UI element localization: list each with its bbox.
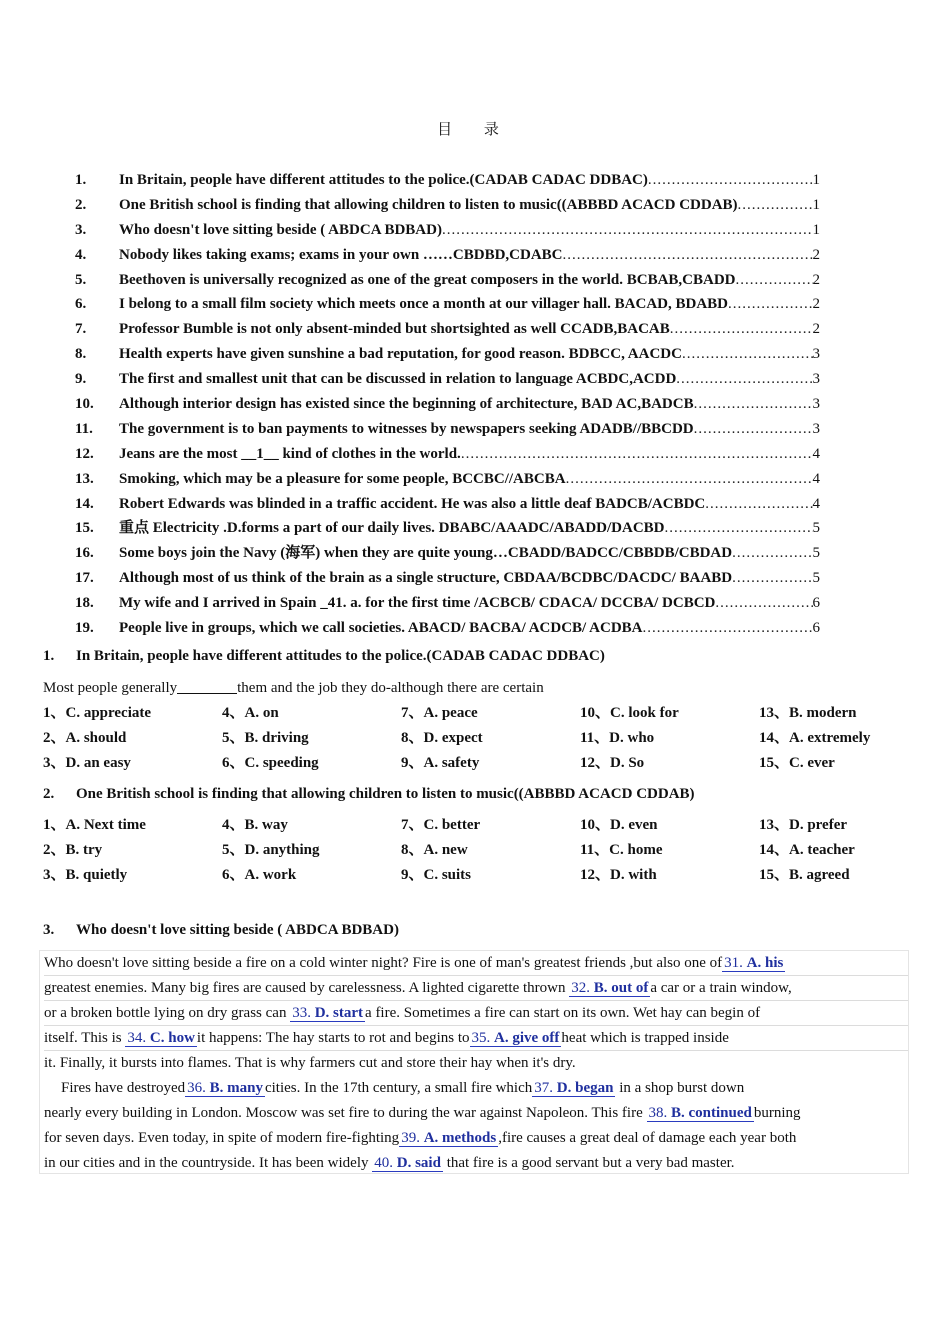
passage-line [44, 1076, 908, 1100]
answer-number: 32. [571, 980, 594, 996]
passage-line [44, 1126, 908, 1150]
toc-entry[interactable] [75, 168, 820, 193]
answer-item: 13、D. prefer [759, 817, 848, 833]
answer-value: A. his [746, 955, 784, 971]
toc-entry[interactable] [75, 317, 820, 342]
toc-leader-dots [738, 193, 813, 218]
toc-leader-dots [648, 168, 813, 193]
toc-leader-dots [442, 218, 813, 243]
toc-page-number: 4 [812, 470, 820, 487]
section-1-intro [43, 679, 544, 697]
toc-entry[interactable] [75, 417, 820, 442]
toc-page-number: 2 [812, 246, 820, 263]
section-1-answers [43, 701, 903, 776]
toc-leader-dots [732, 541, 812, 566]
section-number: 3. [43, 922, 55, 938]
answer-number: 34. [127, 1030, 150, 1046]
section-3-heading [43, 922, 399, 939]
toc-entry[interactable] [75, 616, 820, 641]
toc-page-number: 4 [812, 495, 820, 512]
toc-entry-number: 14. [75, 495, 94, 512]
toc-page-number: 3 [812, 371, 820, 388]
toc-entry-number: 3. [75, 221, 87, 238]
toc-page-number: 3 [812, 346, 820, 363]
answer-item: 15、B. agreed [759, 866, 850, 883]
toc-page-number: 3 [812, 396, 820, 413]
section-number: 1. [43, 648, 55, 664]
section-title: Who doesn't love sitting beside ( ABDCA BDBAD) [76, 922, 399, 938]
answer-item: 14、A. extremely [759, 729, 871, 746]
answer-value: B. out of [593, 980, 649, 996]
answer-39 [399, 1130, 498, 1147]
toc-leader-dots [642, 616, 812, 641]
toc-entry[interactable] [75, 268, 820, 293]
answer-row [43, 813, 903, 838]
toc-entry-title: Although interior design has existed since the beginning of architecture, BAD AC,BADCB [119, 396, 694, 413]
passage-text: that fire is a good servant but a very bad master. [442, 1155, 735, 1171]
answer-value: A. give off [494, 1030, 560, 1046]
toc-entry-title: Although most of us think of the brain as a single structure, CBDAA/BCDBC/DACDC/ BAABD [119, 570, 733, 587]
toc-entry-number: 12. [75, 445, 94, 462]
answer-item: 6、A. work [222, 866, 297, 883]
toc-entry-number: 2. [75, 196, 87, 213]
answer-31 [722, 955, 785, 972]
toc-entry[interactable] [75, 442, 820, 467]
passage-line [44, 1026, 908, 1051]
toc-entry[interactable] [75, 218, 820, 243]
answer-item: 8、D. expect [401, 729, 483, 746]
toc-entry-number: 18. [75, 595, 94, 612]
answer-value: D. said [396, 1155, 441, 1171]
answer-item: 3、B. quietly [43, 866, 128, 883]
section-number: 2. [43, 786, 55, 802]
answer-row [43, 701, 903, 726]
answer-item: 1、A. Next time [43, 817, 146, 833]
toc-page-number: 3 [812, 420, 820, 437]
table-of-contents [75, 168, 820, 641]
passage-text: a fire. Sometimes a fire can start on its own. Wet hay can begin of [365, 1005, 761, 1021]
answer-number: 36. [187, 1080, 210, 1096]
answer-item: 10、C. look for [580, 705, 679, 721]
toc-entry-title: Professor Bumble is not only absent-minded but shortsighted as well CCADB,BACAB [119, 321, 670, 338]
passage-text: Fires have destroyed [61, 1080, 186, 1096]
passage-text: it happens: The hay starts to rot and begins to [196, 1030, 470, 1046]
answer-row [43, 726, 903, 751]
answer-item: 3、D. an easy [43, 754, 131, 771]
answer-item: 11、D. who [580, 729, 655, 746]
toc-page-number: 1 [812, 221, 820, 238]
toc-entry-number: 9. [75, 371, 87, 388]
answer-item: 9、C. suits [401, 866, 472, 883]
toc-entry-number: 17. [75, 570, 94, 587]
toc-page-number: 5 [812, 520, 820, 537]
toc-entry-number: 8. [75, 346, 87, 363]
answer-item: 7、C. better [401, 817, 481, 833]
toc-entry-number: 4. [75, 246, 87, 263]
passage-text: burning [753, 1105, 801, 1121]
passage-text: itself. This is [44, 1030, 122, 1046]
toc-entry-number: 19. [75, 620, 94, 637]
answer-item: 4、A. on [222, 705, 279, 721]
passage-text: or a broken bottle lying on dry grass can [44, 1005, 287, 1021]
passage-text: heat which is trapped inside [561, 1030, 729, 1046]
toc-entry[interactable] [75, 591, 820, 616]
toc-entry[interactable] [75, 392, 820, 417]
answer-value: B. many [209, 1080, 263, 1096]
toc-page-number: 2 [812, 321, 820, 338]
answer-number: 35. [471, 1030, 495, 1046]
answer-row [43, 751, 903, 776]
toc-entry-title: 重点 Electricity .D.forms a part of our daily lives. DBABC/AAADC/ABADD/DACBD [119, 520, 665, 537]
toc-page-number: 1 [812, 172, 820, 188]
answer-number: 33. [292, 1005, 315, 1021]
answer-number: 37. [534, 1080, 557, 1096]
toc-leader-dots [676, 367, 812, 392]
passage-line [44, 976, 908, 1001]
toc-entry-number: 11. [75, 420, 93, 437]
toc-entry[interactable] [75, 492, 820, 517]
toc-entry-title: Beethoven is universally recognized as one of the great composers in the world. BCBAB,CBADD [119, 271, 736, 288]
answer-item: 12、D. So [580, 754, 645, 771]
toc-entry[interactable] [75, 367, 820, 392]
passage-text: in our cities and in the countryside. It has been widely [44, 1155, 369, 1171]
answer-item: 15、C. ever [759, 754, 835, 771]
toc-leader-dots [736, 268, 813, 293]
toc-leader-dots [670, 317, 813, 342]
passage-line [44, 1001, 908, 1026]
intro-text: Most people generally [43, 680, 178, 696]
answer-item: 5、D. anything [222, 841, 320, 858]
answer-item: 11、C. home [580, 841, 663, 858]
answer-item: 13、B. modern [759, 705, 857, 721]
toc-leader-dots [694, 417, 813, 442]
intro-text: them and the job they do-although there are certain [237, 680, 544, 696]
toc-page-number: 5 [812, 545, 820, 562]
answer-33 [290, 1005, 365, 1022]
toc-entry-title: Health experts have given sunshine a bad reputation, for good reason. BDBCC, AACDC [119, 346, 682, 363]
toc-leader-dots [705, 492, 812, 517]
answer-35 [470, 1030, 562, 1047]
answer-row [43, 838, 903, 863]
toc-entry[interactable] [75, 193, 820, 218]
toc-entry-number: 15. [75, 520, 94, 537]
toc-page-number: 6 [812, 595, 820, 612]
answer-36 [185, 1080, 265, 1097]
toc-entry-title: Who doesn't love sitting beside ( ABDCA BDBAD) [119, 221, 442, 238]
toc-entry-title: One British school is finding that allowing children to listen to music((ABBBD ACACD CDDAB) [119, 196, 738, 213]
answer-value: C. how [149, 1030, 195, 1046]
toc-entry-number: 1. [75, 172, 87, 188]
passage-line [44, 1051, 908, 1075]
passage-line [44, 1151, 908, 1175]
answer-38 [647, 1105, 754, 1122]
toc-entry-title: My wife and I arrived in Spain _41. a. for the first time /ACBCB/ CDACA/ DCCBA/ DCBCD [119, 595, 716, 612]
answer-item: 10、D. even [580, 817, 658, 833]
answer-number: 38. [648, 1105, 671, 1121]
passage-line [44, 951, 908, 976]
toc-entry-number: 16. [75, 545, 94, 562]
toc-entry-title: Nobody likes taking exams; exams in your own ……CBDBD,CDABC [119, 246, 563, 263]
section-1-heading [43, 648, 605, 665]
toc-leader-dots [694, 392, 813, 417]
toc-entry-number: 10. [75, 396, 94, 413]
toc-entry-number: 6. [75, 296, 87, 313]
answer-number: 31. [724, 955, 747, 971]
passage-text: a car or a train window, [650, 980, 792, 996]
passage-text: greatest enemies. Many big fires are caused by carelessness. A lighted cigarette thrown [44, 980, 566, 996]
answer-number: 39. [401, 1130, 424, 1146]
answer-value: A. methods [423, 1130, 497, 1146]
section-2-heading [43, 786, 695, 803]
passage-text: for seven days. Even today, in spite of modern fire-fighting [44, 1130, 400, 1146]
toc-entry-title: The government is to ban payments to witnesses by newspapers seeking ADADB//BBCDD [119, 420, 694, 437]
answer-item: 6、C. speeding [222, 754, 319, 771]
toc-entry-title: The first and smallest unit that can be discussed in relation to language ACBDC,ACDD [119, 371, 677, 388]
answer-value: D. began [556, 1080, 614, 1096]
answer-34 [125, 1030, 197, 1047]
toc-entry[interactable] [75, 243, 820, 268]
toc-leader-dots [566, 467, 813, 492]
toc-entry-title: In Britain, people have different attitudes to the police.(CADAB CADAC DDBAC) [119, 172, 648, 188]
cloze-passage [39, 950, 909, 1174]
answer-32 [569, 980, 650, 997]
answer-item: 12、D. with [580, 866, 657, 883]
answer-item: 2、B. try [43, 841, 103, 858]
answer-item: 2、A. should [43, 729, 127, 746]
toc-entry-number: 5. [75, 271, 87, 288]
section-2-answers [43, 813, 903, 888]
answer-item: 4、B. way [222, 817, 288, 833]
fill-blank [177, 679, 237, 694]
toc-entry-number: 13. [75, 470, 94, 487]
answer-item: 5、B. driving [222, 729, 309, 746]
passage-text: ,fire causes a great deal of damage each year both [498, 1130, 797, 1146]
toc-entry[interactable] [75, 566, 820, 591]
passage-text: nearly every building in London. Moscow was set fire to during the war against Napoleon. This fire [44, 1105, 643, 1121]
toc-entry[interactable] [75, 541, 820, 566]
toc-leader-dots [715, 591, 812, 616]
section-title: One British school is finding that allowing children to listen to music((ABBBD ACACD CDDAB) [76, 786, 695, 802]
toc-title: 目 录 [437, 122, 513, 138]
toc-entry[interactable] [75, 292, 820, 317]
toc-entry-title: Smoking, which may be a pleasure for some people, BCCBC//ABCBA [119, 470, 566, 487]
toc-entry-title: Some boys join the Navy (海军) when they are quite young…CBADD/BADCC/CBBDB/CBDAD [119, 545, 733, 562]
toc-entry[interactable] [75, 516, 820, 541]
toc-page-number: 1 [812, 196, 820, 213]
passage-text: it. Finally, it bursts into flames. That is why farmers cut and store their hay when it's dry. [44, 1055, 576, 1071]
passage-line [44, 1101, 908, 1125]
toc-entry-number: 7. [75, 321, 87, 338]
toc-entry-title: I belong to a small film society which meets once a month at our villager hall. BACAD, BDABD [119, 296, 729, 313]
passage-text: in a shop burst down [619, 1080, 745, 1096]
answer-40 [372, 1155, 443, 1172]
toc-leader-dots [682, 342, 813, 367]
toc-leader-dots [732, 566, 812, 591]
section-title: In Britain, people have different attitudes to the police.(CADAB CADAC DDBAC) [76, 648, 605, 664]
answer-value: D. start [314, 1005, 364, 1021]
toc-entry-title: Jeans are the most __1__ kind of clothes in the world. [119, 445, 461, 462]
toc-entry[interactable] [75, 342, 820, 367]
toc-entry[interactable] [75, 467, 820, 492]
toc-leader-dots [728, 292, 812, 317]
answer-item: 1、C. appreciate [43, 705, 152, 721]
answer-item: 7、A. peace [401, 705, 478, 721]
toc-page-number: 5 [812, 570, 820, 587]
toc-entry-title: People live in groups, which we call societies. ABACD/ BACBA/ ACDCB/ ACDBA [119, 620, 643, 637]
answer-item: 8、A. new [401, 841, 468, 858]
toc-leader-dots [563, 243, 813, 268]
answer-item: 9、A. safety [401, 754, 480, 771]
answer-number: 40. [374, 1155, 397, 1171]
toc-page-number: 2 [812, 296, 820, 313]
toc-page-number: 2 [812, 271, 820, 288]
passage-text: cities. In the 17th century, a small fire which [264, 1080, 533, 1096]
answer-value: B. continued [671, 1105, 752, 1121]
answer-row [43, 863, 903, 888]
toc-entry-title: Robert Edwards was blinded in a traffic accident. He was also a little deaf BADCB/ACBDC [119, 495, 706, 512]
toc-leader-dots [461, 442, 813, 467]
answer-item: 14、A. teacher [759, 841, 855, 858]
answer-37 [532, 1080, 615, 1097]
toc-page-number: 6 [812, 620, 820, 637]
toc-leader-dots [665, 516, 813, 541]
toc-page-number: 4 [812, 445, 820, 462]
passage-text: Who doesn't love sitting beside a fire on a cold winter night? Fire is one of man's greatest friends ,but also one of [44, 955, 723, 971]
